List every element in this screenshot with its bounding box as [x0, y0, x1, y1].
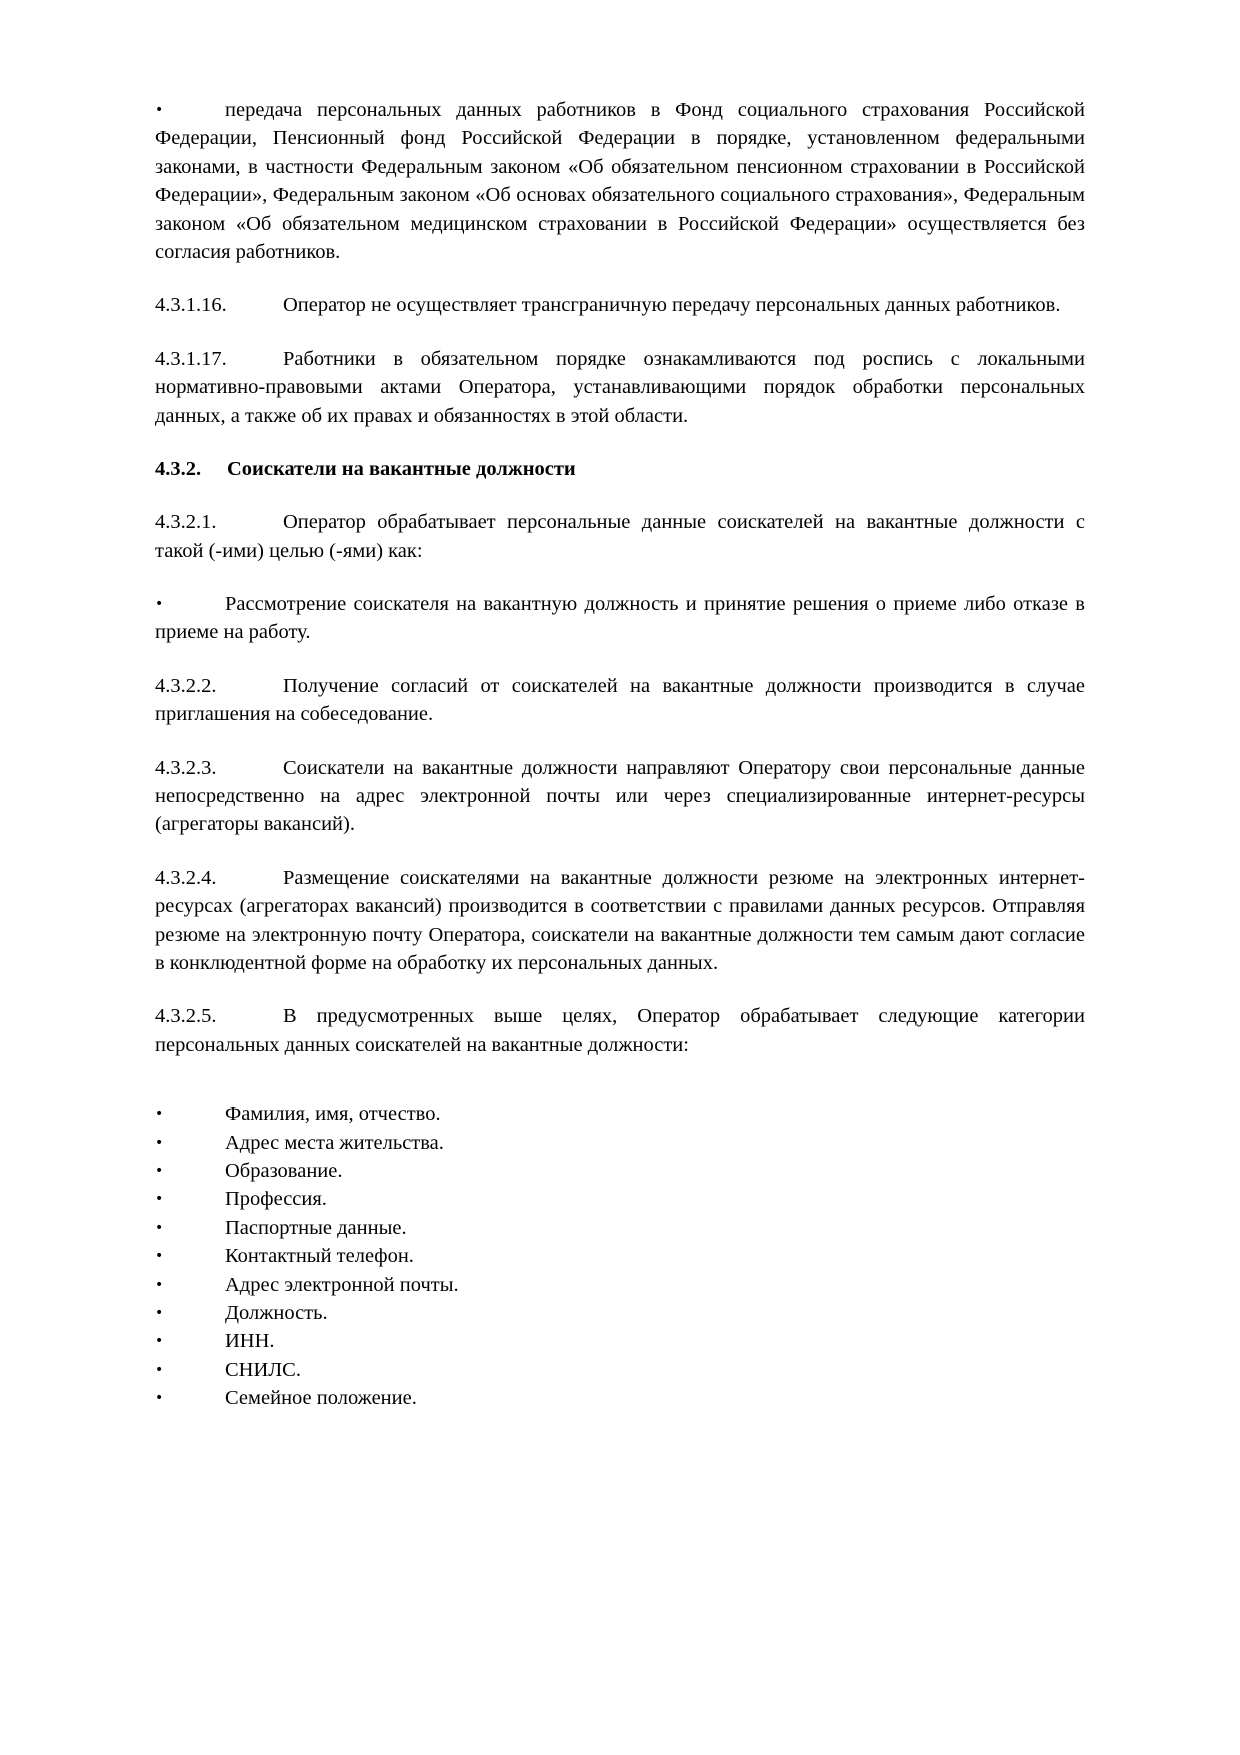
list-item-label: Адрес места жительства. [225, 1131, 444, 1154]
clause-4-3-1-16 [155, 291, 1085, 319]
intro-bullet-paragraph [155, 96, 1085, 266]
list-item-label: Фамилия, имя, отчество. [225, 1103, 441, 1126]
intro-bullet-text: передача персональных данных работников в Фонд социального страхования Российской Федерации, Пенсионный фонд Российской Федерации в порядке, установленном федеральными законами, в частности Федеральным законом «Об обязательном пенсионном страховании в Российской Федерации», Федеральным законом «Об основах обязательного социального страхования», Федеральным законом «Об обязательном медицинском страховании в Российской Федерации» осуществляется без согласия работников. [155, 99, 1085, 263]
clause-4-3-2-1 [155, 508, 1085, 565]
list-item-label: Паспортные данные. [225, 1216, 407, 1239]
clause-text: Размещение соискателями на вакантные должности резюме на электронных интернет-ресурсах (агрегаторах вакансий) производится в соответствии с правилами данных ресурсов. Отправляя резюме на электронную почту Оператора, соискатели на вакантные должности тем самым дают согласие в конклюдентной форме на обработку их персональных данных. [155, 866, 1085, 974]
clause-number: 4.3.2.1. [155, 511, 217, 534]
bullet-icon: • [155, 1390, 164, 1407]
list-spacer [155, 1084, 1085, 1100]
categories-bullet-list [155, 1100, 1085, 1412]
list-item [155, 1100, 1085, 1128]
list-item [155, 1129, 1085, 1157]
bullet-icon: • [155, 1333, 164, 1350]
list-item [155, 1299, 1085, 1327]
bullet-icon: • [155, 1134, 164, 1151]
list-item [155, 1214, 1085, 1242]
list-item-label: Адрес электронной почты. [225, 1273, 459, 1296]
clause-text: Работники в обязательном порядке ознакамливаются под роспись с локальными нормативно-правовыми актами Оператора, устанавливающими порядок обработки персональных данных, а также об их правах и обязанностях в этой области. [155, 347, 1085, 427]
clause-number: 4.3.1.16. [155, 294, 227, 317]
clause-4-3-1-17 [155, 345, 1085, 430]
list-item-label: Контактный телефон. [225, 1245, 414, 1268]
section-heading-title: Соискатели на вакантные должности [227, 457, 576, 480]
clause-text: Соискатели на вакантные должности направляют Оператору свои персональные данные непосредственно на адрес электронной почты или через специализированные интернет-ресурсы (агрегаторы вакансий). [155, 756, 1085, 836]
clause-number: 4.3.2.5. [155, 1005, 217, 1028]
clause-4-3-2-4 [155, 864, 1085, 978]
list-item [155, 1157, 1085, 1185]
clause-number: 4.3.2.3. [155, 756, 217, 779]
section-heading-4-3-2 [155, 455, 1085, 483]
bullet-icon: • [155, 1361, 164, 1378]
list-item [155, 1356, 1085, 1384]
clause-4-3-2-2 [155, 672, 1085, 729]
clause-number: 4.3.1.17. [155, 347, 227, 370]
list-item-label: Семейное положение. [225, 1387, 417, 1410]
list-item [155, 1327, 1085, 1355]
list-item [155, 1185, 1085, 1213]
bullet-icon: • [155, 1248, 164, 1265]
clause-4-3-2-5 [155, 1002, 1085, 1059]
clause-text: Оператор обрабатывает персональные данные соискателей на вакантные должности с такой (-ими) целью (-ями) как: [155, 511, 1085, 562]
bullet-icon: • [155, 1191, 164, 1208]
bullet-icon: • [155, 1162, 164, 1179]
list-item [155, 1384, 1085, 1412]
list-item-label: ИНН. [225, 1330, 275, 1353]
bullet-icon: • [155, 102, 164, 118]
bullet-icon: • [155, 1304, 164, 1321]
list-item [155, 1242, 1085, 1270]
list-item [155, 1271, 1085, 1299]
clause-text: Получение согласий от соискателей на вакантные должности производится в случае приглашения на собеседование. [155, 674, 1085, 726]
bullet-icon: • [155, 1106, 164, 1123]
list-item-label: Образование. [225, 1159, 343, 1182]
document-body [155, 96, 1085, 1412]
list-item-label: Профессия. [225, 1188, 327, 1211]
purpose-bullet-paragraph [155, 590, 1085, 647]
section-heading-number: 4.3.2. [155, 457, 202, 480]
clause-text: Оператор не осуществляет трансграничную передачу персональных данных работников. [283, 294, 1061, 317]
bullet-icon: • [155, 1276, 164, 1293]
clause-number: 4.3.2.4. [155, 866, 217, 889]
list-item-label: Должность. [225, 1301, 328, 1324]
clause-number: 4.3.2.2. [155, 674, 217, 697]
clause-text: В предусмотренных выше целях, Оператор обрабатывает следующие категории персональных данных соискателей на вакантные должности: [155, 1005, 1085, 1056]
bullet-icon: • [155, 596, 164, 613]
clause-4-3-2-3 [155, 754, 1085, 839]
purpose-bullet-text: Рассмотрение соискателя на вакантную должность и принятие решения о приеме либо отказе в приеме на работу. [155, 593, 1085, 644]
bullet-icon: • [155, 1219, 164, 1236]
list-item-label: СНИЛС. [225, 1358, 301, 1381]
